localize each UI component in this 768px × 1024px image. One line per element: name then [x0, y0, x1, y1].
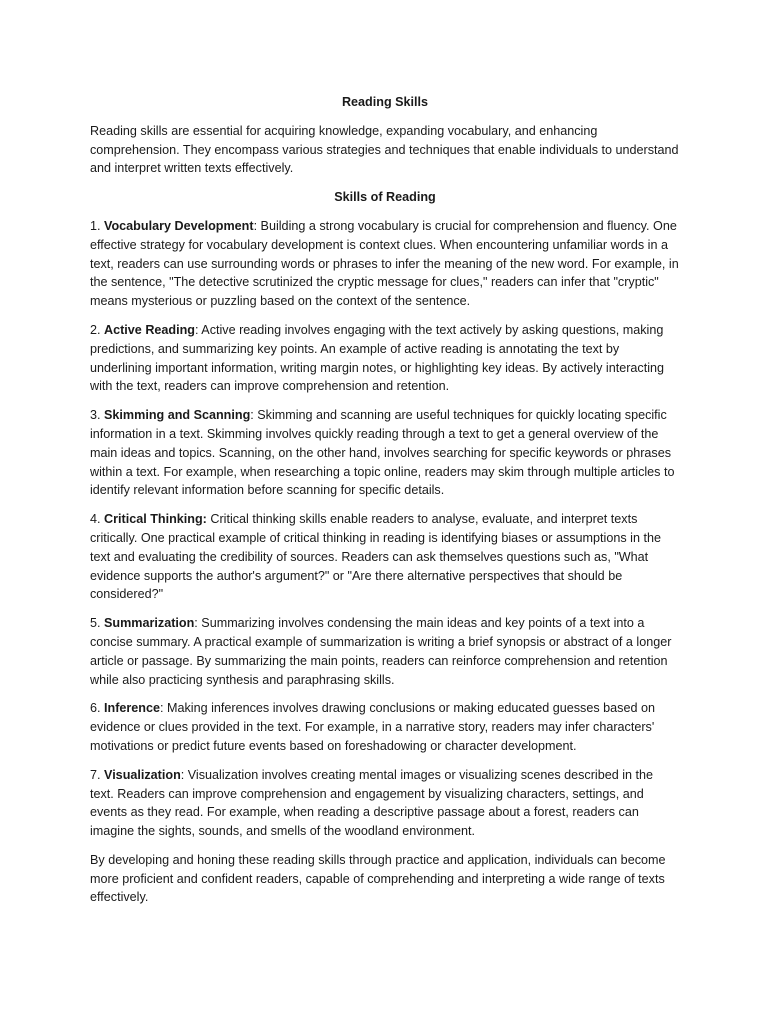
intro-paragraph: Reading skills are essential for acquiring knowledge, expanding vocabulary, and enhancing comprehension. They encompass various strategies and techniques that enable individuals to understand and interpret written texts effectively.: [90, 123, 679, 176]
skill-separator: :: [160, 701, 164, 716]
skill-number: 7.: [90, 767, 101, 782]
skill-number: 4.: [90, 512, 101, 527]
skill-paragraph-vocabulary: [90, 217, 680, 311]
skill-term: Summarization: [104, 616, 195, 631]
document-page: [90, 93, 680, 917]
skill-term: Critical Thinking:: [104, 512, 207, 527]
skill-text: Making inferences involves drawing conclusions or making educated guesses based on evidence or clues provided in the text. For example, in a narrative story, readers may infer characters' motivations or predict future events based on foreshadowing or character development.: [90, 701, 655, 753]
skill-number: 2.: [90, 322, 101, 337]
skill-term: Skimming and Scanning: [104, 408, 251, 423]
document-title: Reading Skills: [341, 95, 429, 109]
skill-paragraph-inference: [90, 699, 680, 755]
skill-separator: :: [195, 322, 199, 337]
section-heading: Skills of Reading: [334, 190, 436, 205]
skill-number: 3.: [90, 408, 101, 423]
skill-number: 5.: [90, 616, 101, 631]
skill-number: 1.: [90, 218, 101, 233]
skill-term: Vocabulary Development: [104, 218, 254, 233]
skill-text: Summarizing involves condensing the main ideas and key points of a text into a concise summary. A practical example of summarization is writing a brief synopsis or abstract of a longer article or passage. By summarizing the main points, readers can reinforce comprehension and retention while also practicing synthesis and paraphrasing skills.: [90, 616, 672, 687]
skill-term: Visualization: [104, 767, 181, 782]
skill-separator: :: [253, 218, 258, 233]
conclusion-paragraph: By developing and honing these reading skills through practice and application, individuals can become more proficient and confident readers, capable of comprehending and interpreting a wide range of texts effectively.: [90, 852, 666, 905]
skill-term: Inference: [104, 701, 161, 716]
skill-paragraph-active-reading: [90, 321, 680, 396]
skill-text: Active reading involves engaging with the text actively by asking questions, making predictions, and summarizing key points. An example of active reading is annotating the text by underlining important information, writing margin notes, or highlighting key ideas. By actively interacting with the text, readers can improve comprehension and retention.: [90, 322, 665, 394]
skill-separator: :: [194, 616, 198, 631]
skill-number: 6.: [90, 701, 101, 716]
skill-paragraph-critical-thinking: [90, 510, 680, 604]
skill-separator: :: [250, 408, 254, 423]
skill-text: Critical thinking skills enable readers to analyse, evaluate, and interpret texts critically. One practical example of critical thinking in reading is identifying biases or assumptions in the text and evaluating the credibility of sources. Readers can ask themselves questions such as, "What evidence supports the author's argument?" or "Are there alternative perspectives that should be considered?": [90, 512, 661, 602]
skill-text: Skimming and scanning are useful techniques for quickly locating specific information in a text. Skimming involves quickly reading through a text to get a general overview of the main ideas and topics. Scanning, on the other hand, involves searching for specific keywords or phrases within a text. For example, when researching a topic online, readers may skim through multiple articles to identify relevant information before scanning for specific details.: [90, 408, 675, 498]
skill-term: Active Reading: [104, 322, 195, 337]
skill-text: Visualization involves creating mental images or visualizing scenes described in the text. Readers can improve comprehension and engagement by visualizing characters, settings, and events as they read. For example, when reading a descriptive passage about a forest, readers can imagine the sights, sounds, and smells of the woodland environment.: [90, 767, 654, 839]
skill-paragraph-visualization: [90, 766, 680, 841]
skill-paragraph-skimming: [90, 406, 680, 500]
skill-text: Building a strong vocabulary is crucial for comprehension and fluency. One effective strategy for vocabulary development is context clues. When encountering unfamiliar words in a text, readers can use surrounding words or phrases to infer the meaning of the new word. For example, in the sentence, "The detective scrutinized the cryptic message for clues," readers can infer that "cryptic" means mysterious or puzzling based on the context of the sentence.: [90, 218, 679, 309]
skill-paragraph-summarization: [90, 614, 680, 689]
skill-separator: :: [180, 767, 185, 782]
